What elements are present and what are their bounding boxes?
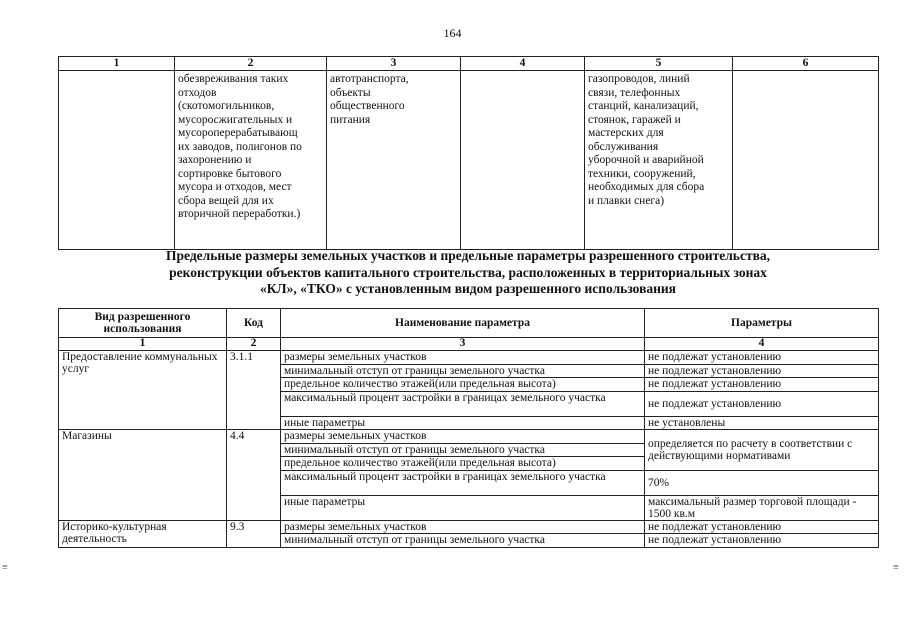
code-cell: 4.4 xyxy=(227,430,281,521)
page-number: 164 xyxy=(443,26,462,40)
continued-cell-1 xyxy=(59,71,175,250)
text-line: обезвреживания таких xyxy=(178,73,289,85)
heading-line: Предельные размеры земельных участков и предельные параметры разрешенного строительства, xyxy=(166,248,770,263)
continued-table xyxy=(58,56,879,250)
continued-table-row xyxy=(59,71,879,250)
section-heading xyxy=(60,248,876,298)
text-line: уборочной и аварийной xyxy=(588,154,704,166)
column-numbers-row xyxy=(59,338,879,351)
param-name-cell: минимальный отступ от границы земельного участка xyxy=(281,364,645,378)
text-line: необходимых для сбора xyxy=(588,181,705,193)
param-name-cell: минимальный отступ от границы земельного участка xyxy=(281,534,645,548)
column-number: 4 xyxy=(461,57,585,71)
param-name-cell: размеры земельных участков xyxy=(281,520,645,534)
text-line: общественного xyxy=(330,100,405,112)
header-param-name: Наименование параметра xyxy=(281,309,645,338)
param-value-cell: не подлежат установлению xyxy=(645,364,879,378)
text-line: газопроводов, линий xyxy=(588,73,690,85)
text-line: сбора вещей для их xyxy=(178,194,274,207)
column-number: 1 xyxy=(59,338,227,351)
code-cell: 9.3 xyxy=(227,520,281,547)
text-line: захоронению и xyxy=(178,154,252,166)
code-cell: 3.1.1 xyxy=(227,351,281,430)
continued-cell-4 xyxy=(461,71,585,250)
param-name-cell: иные параметры xyxy=(281,495,645,520)
param-value-cell: не подлежат установлению xyxy=(645,534,879,548)
parameters-table xyxy=(58,308,879,548)
param-value-merged-cell: определяется по расчету в соответствии с действующими нормативами xyxy=(645,430,879,471)
text-line: (скотомогильников, xyxy=(178,100,275,112)
header-code: Код xyxy=(227,309,281,338)
scan-edge-mark-right: ≡ xyxy=(893,562,899,573)
text-line: объекты xyxy=(330,86,371,99)
column-number: 5 xyxy=(585,57,733,71)
column-number: 3 xyxy=(327,57,461,71)
use-type-cell: Предоставление коммунальных услуг xyxy=(59,351,227,430)
table-row xyxy=(59,520,879,534)
text-line: отходов xyxy=(178,86,217,99)
text-line: стоянок, гаражей и xyxy=(588,113,681,126)
column-number: 2 xyxy=(227,338,281,351)
param-name-cell: размеры земельных участков xyxy=(281,351,645,365)
param-value-cell: не подлежат установлению xyxy=(645,351,879,365)
column-number: 3 xyxy=(281,338,645,351)
text-line: станций, канализаций, xyxy=(588,100,699,112)
text-line: автотранспорта, xyxy=(330,73,409,85)
table-row xyxy=(59,351,879,365)
column-number: 6 xyxy=(733,57,879,71)
text-line: техники, сооружений, xyxy=(588,167,696,180)
param-value-cell: не подлежат установлению xyxy=(645,378,879,392)
text-line: их заводов, полигонов по xyxy=(178,140,302,153)
param-name-cell: иные параметры xyxy=(281,416,645,430)
text-line: мусора и отходов, мест xyxy=(178,181,292,193)
text-line: питания xyxy=(330,113,371,126)
continued-cell-3 xyxy=(327,71,461,250)
param-value-cell: не подлежат установлению xyxy=(645,391,879,416)
heading-line: «КЛ», «ТКО» с установленным видом разрешенного использования xyxy=(260,281,676,296)
parameters-header-row xyxy=(59,309,879,338)
param-value-cell: не подлежат установлению xyxy=(645,520,879,534)
continued-table-header-row xyxy=(59,57,879,71)
text-line: мусоросжигательных и xyxy=(178,113,293,126)
param-name-cell: максимальный процент застройки в границах земельного участка xyxy=(281,470,645,495)
param-value-cell: 70% xyxy=(645,470,879,495)
param-name-cell: максимальный процент застройки в границах земельного участка xyxy=(281,391,645,416)
text-line: обслуживания xyxy=(588,140,659,153)
column-number: 2 xyxy=(175,57,327,71)
text-line: сортировке бытового xyxy=(178,167,282,180)
text-line: мусороперерабатывающ xyxy=(178,127,298,139)
text-line: и плавки снега) xyxy=(588,194,665,207)
text-line: связи, телефонных xyxy=(588,86,681,99)
use-type-cell: Магазины xyxy=(59,430,227,521)
scan-edge-mark-left: ≡ xyxy=(2,562,8,573)
param-name-cell: размеры земельных участков xyxy=(281,430,645,444)
param-name-cell: предельное количество этажей(или предельная высота) xyxy=(281,378,645,392)
column-number: 1 xyxy=(59,57,175,71)
header-params: Параметры xyxy=(645,309,879,338)
param-value-cell: максимальный размер торговой площади - 1500 кв.м xyxy=(645,495,879,520)
param-name-cell: предельное количество этажей(или предельная высота) xyxy=(281,457,645,471)
text-line: мастерских для xyxy=(588,127,664,139)
param-name-cell: минимальный отступ от границы земельного участка xyxy=(281,443,645,457)
column-number: 4 xyxy=(645,338,879,351)
continued-cell-6 xyxy=(733,71,879,250)
table-row xyxy=(59,430,879,444)
continued-cell-2 xyxy=(175,71,327,250)
heading-line: реконструкции объектов капитального строительства, расположенных в территориальных зонах xyxy=(169,264,767,280)
text-line: вторичной переработки.) xyxy=(178,208,301,220)
param-value-cell: не установлены xyxy=(645,416,879,430)
use-type-cell: Историко-культурная деятельность xyxy=(59,520,227,547)
header-use-type: Вид разрешенного использования xyxy=(59,309,227,338)
continued-cell-5 xyxy=(585,71,733,250)
